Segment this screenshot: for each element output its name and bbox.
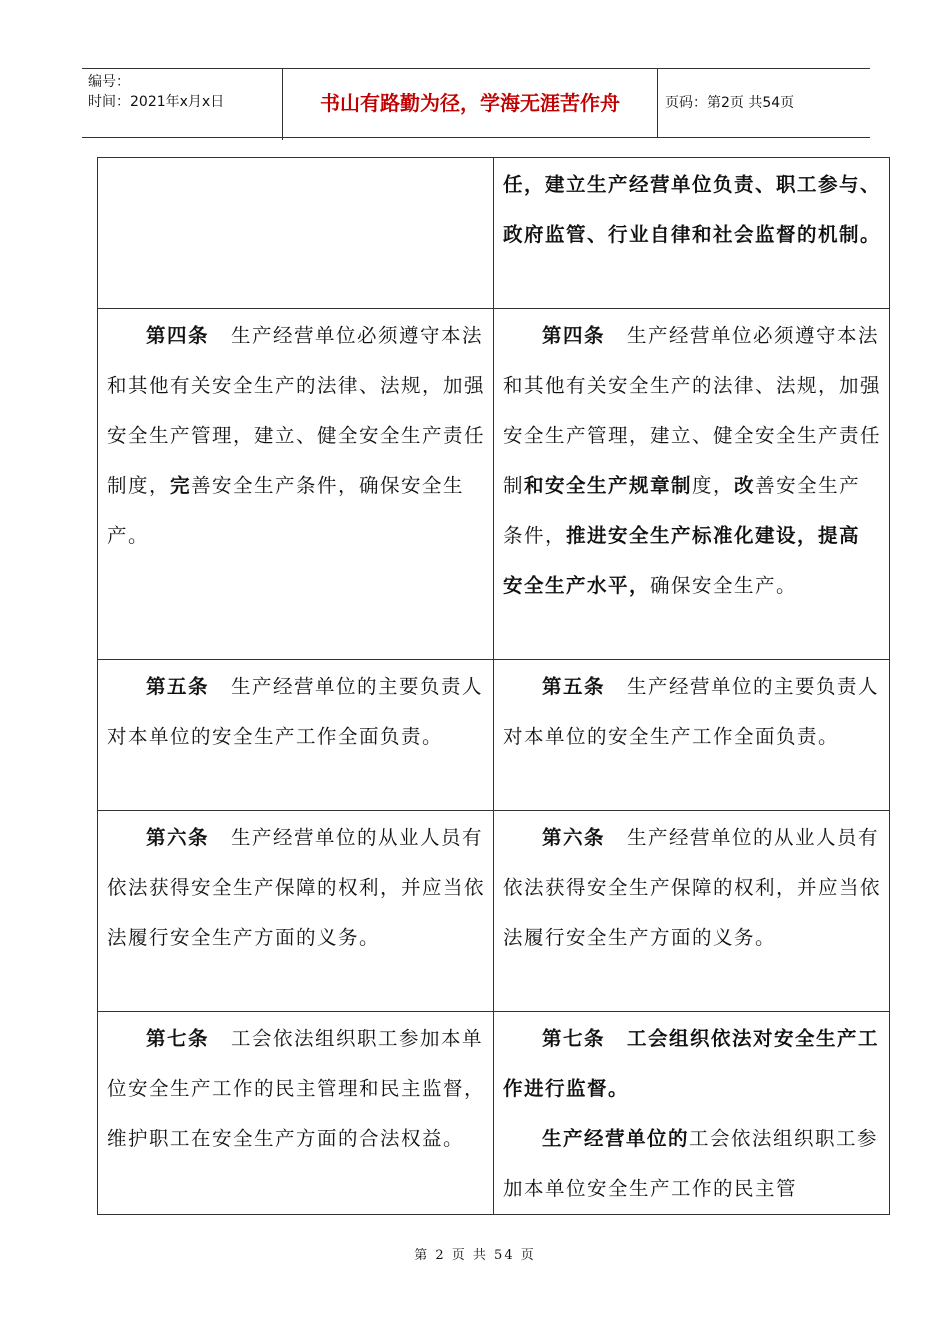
article-paragraph [107, 311, 485, 561]
article-paragraph [503, 160, 881, 260]
right-cell [494, 309, 890, 660]
doc-number-label: 编号： [88, 74, 130, 90]
text-run: 生产经营单位的从业人员有依法获得安全生产保障的权利，并应当依法履行安全生产方面的义务。 [503, 826, 882, 949]
article-paragraph [503, 813, 881, 963]
right-cell [494, 811, 890, 1012]
page-header [82, 68, 870, 138]
article-number: 第四条 [146, 324, 210, 347]
bold-text-run: 完 [170, 474, 192, 497]
article-number: 第五条 [542, 675, 606, 698]
text-run: 善安全生产条件， [503, 474, 861, 547]
text-run: 生产经营单位必须遵守本法和其他有关安全生产的法律、法规，加强安全生产管理，建立、健全安全生产责任制 [503, 324, 882, 497]
left-cell [98, 660, 494, 811]
left-cell [98, 309, 494, 660]
article-paragraph [503, 1114, 881, 1214]
article-number: 第七条 [146, 1027, 210, 1050]
text-run: 工会依法组织职工参加本单位安全生产工作的民主管理和民主监督，维护职工在安全生产方面的合法权益。 [107, 1027, 486, 1150]
left-cell [98, 158, 494, 309]
text-run: 度， [692, 474, 735, 497]
table-row [98, 1012, 890, 1215]
article-paragraph [107, 813, 485, 963]
article-paragraph [503, 311, 881, 611]
text-run: 善安全生产条件，确保安全生产。 [107, 474, 465, 547]
bold-text-run: 工会组织依法对安全生产工作进行监督。 [503, 1027, 880, 1100]
text-run: 生产经营单位的主要负责人对本单位的安全生产工作全面负责。 [107, 675, 484, 748]
article-paragraph [107, 1014, 485, 1164]
bold-text-run: 改 [734, 474, 756, 497]
table-row [98, 660, 890, 811]
article-paragraph [503, 662, 881, 762]
article-paragraph [503, 1014, 881, 1114]
left-cell [98, 1012, 494, 1215]
right-cell [494, 158, 890, 309]
header-meta [82, 69, 283, 140]
text-run: 确保安全生产。 [650, 574, 798, 597]
doc-time-label: 时间：2021年x月x日 [88, 94, 225, 110]
table-row [98, 811, 890, 1012]
bold-text-run: 生产经营单位的 [542, 1127, 690, 1150]
text-run: 生产经营单位的主要负责人对本单位的安全生产工作全面负责。 [503, 675, 880, 748]
header-page-info: 页码：第2页 共54页 [665, 95, 795, 111]
right-cell [494, 660, 890, 811]
article-number: 第七条 [542, 1027, 606, 1050]
article-paragraph [107, 662, 485, 762]
table-row [98, 158, 890, 309]
bold-text-run: 和安全生产规章制 [524, 474, 693, 497]
bold-text-run: 任，建立生产经营单位负责、职工参与、政府监管、行业自律和社会监督的机制。 [503, 173, 882, 246]
right-cell [494, 1012, 890, 1215]
page-footer: 第 2 页 共 54 页 [414, 1248, 536, 1263]
article-number: 第四条 [542, 324, 606, 347]
article-number: 第五条 [146, 675, 210, 698]
article-number: 第六条 [146, 826, 210, 849]
text-run: 生产经营单位必须遵守本法和其他有关安全生产的法律、法规，加强安全生产管理，建立、健全安全生产责任制度， [107, 324, 486, 497]
left-cell [98, 811, 494, 1012]
article-number: 第六条 [542, 826, 606, 849]
text-run: 生产经营单位的从业人员有依法获得安全生产保障的权利，并应当依法履行安全生产方面的义务。 [107, 826, 486, 949]
bold-text-run: 推进安全生产标准化建设，提高安全生产水平， [503, 524, 861, 597]
text-run: 工会依法组织职工参加本单位安全生产工作的民主管 [503, 1127, 879, 1200]
comparison-table [97, 157, 890, 1215]
header-motto: 书山有路勤为径，学海无涯苦作舟 [283, 69, 658, 137]
table-row [98, 309, 890, 660]
